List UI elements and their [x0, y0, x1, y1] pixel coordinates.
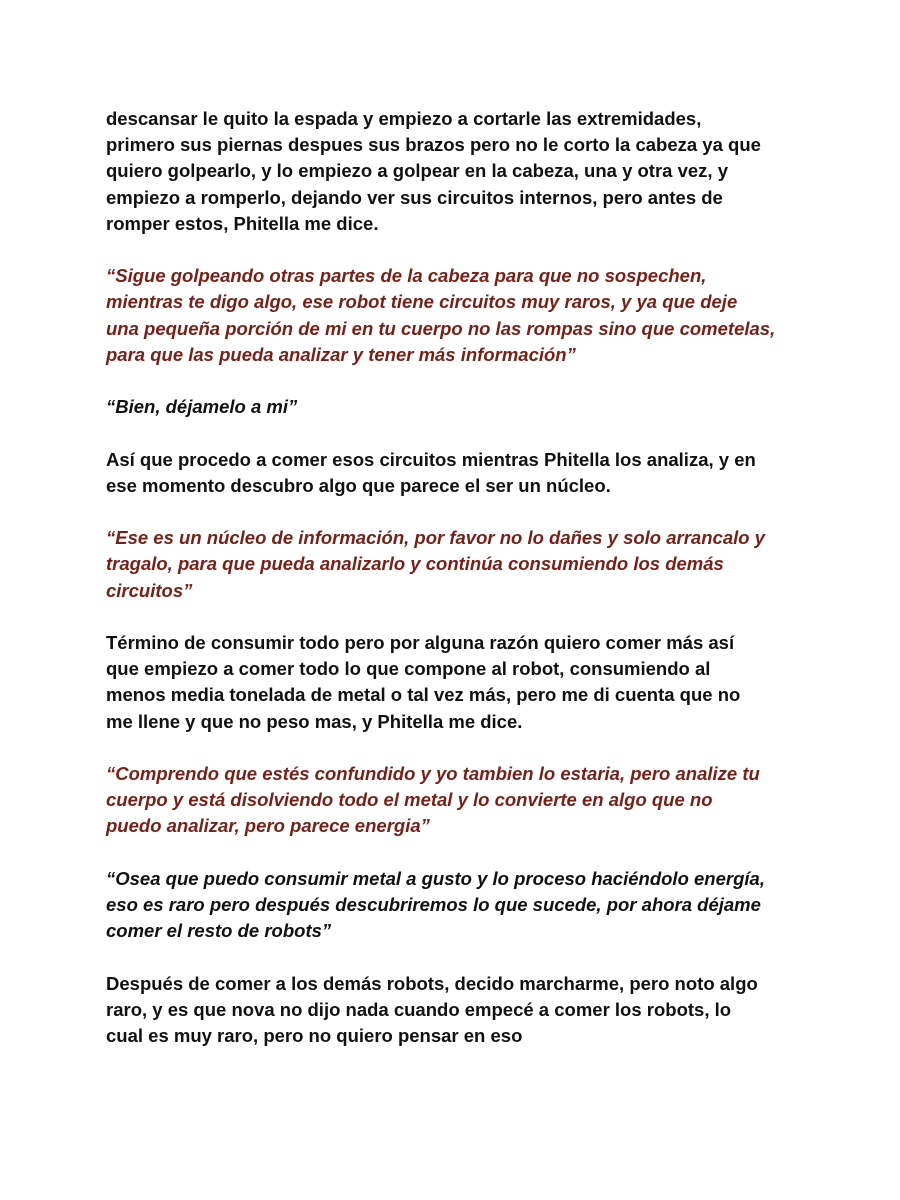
paragraph-phitella-dialogue-2: “Ese es un núcleo de información, por favor no lo dañes y solo arrancalo y tragalo, para que pueda analizarlo y continúa consumiendo los demás circuitos” — [106, 527, 765, 601]
paragraph-narration-4: Después de comer a los demás robots, decido marcharme, pero noto algo raro, y es que nova no dijo nada cuando empecé a comer los robots, lo cual es muy raro, pero no quiero pensar en eso — [106, 972, 758, 1046]
document-body — [106, 106, 818, 1075]
paragraph-phitella-dialogue-1: “Sigue golpeando otras partes de la cabeza para que no sospechen, mientras te digo algo, ese robot tiene circuitos muy raros, y ya que deje una pequeña porción de mi en tu cuerpo no las rompas sino que cometelas, para que las pueda analizar y tener más información” — [106, 265, 776, 365]
paragraph-protagonist-dialogue-1: “Bien, déjamelo a mi” — [106, 396, 298, 418]
paragraph-narration-1: descansar le quito la espada y empiezo a cortarle las extremidades, primero sus piernas despues sus brazos pero no le corto la cabeza ya que quiero golpearlo, y lo empiezo a golpear en la cabeza, una y otra vez, y empiezo a romperlo, dejando ver sus circuitos internos, pero antes de romper estos, Phitella me dice. — [106, 108, 761, 234]
paragraph-narration-3: Término de consumir todo pero por alguna razón quiero comer más así que empiezo a comer todo lo que compone al robot, consumiendo al menos media tonelada de metal o tal vez más, pero me di cuenta que no me llene y que no peso mas, y Phitella me dice. — [106, 631, 741, 732]
paragraph-narration-2: Así que procedo a comer esos circuitos mientras Phitella los analiza, y en ese momento descubro algo que parece el ser un núcleo. — [106, 448, 756, 496]
paragraph-phitella-dialogue-3: “Comprendo que estés confundido y yo tambien lo estaria, pero analize tu cuerpo y está disolviendo todo el metal y lo convierte en algo que no puedo analizar, pero parece energia” — [106, 762, 760, 837]
paragraph-protagonist-dialogue-2: “Osea que puedo consumir metal a gusto y lo proceso haciéndolo energía, eso es raro pero después descubriremos lo que sucede, por ahora déjame comer el resto de robots” — [106, 867, 765, 942]
